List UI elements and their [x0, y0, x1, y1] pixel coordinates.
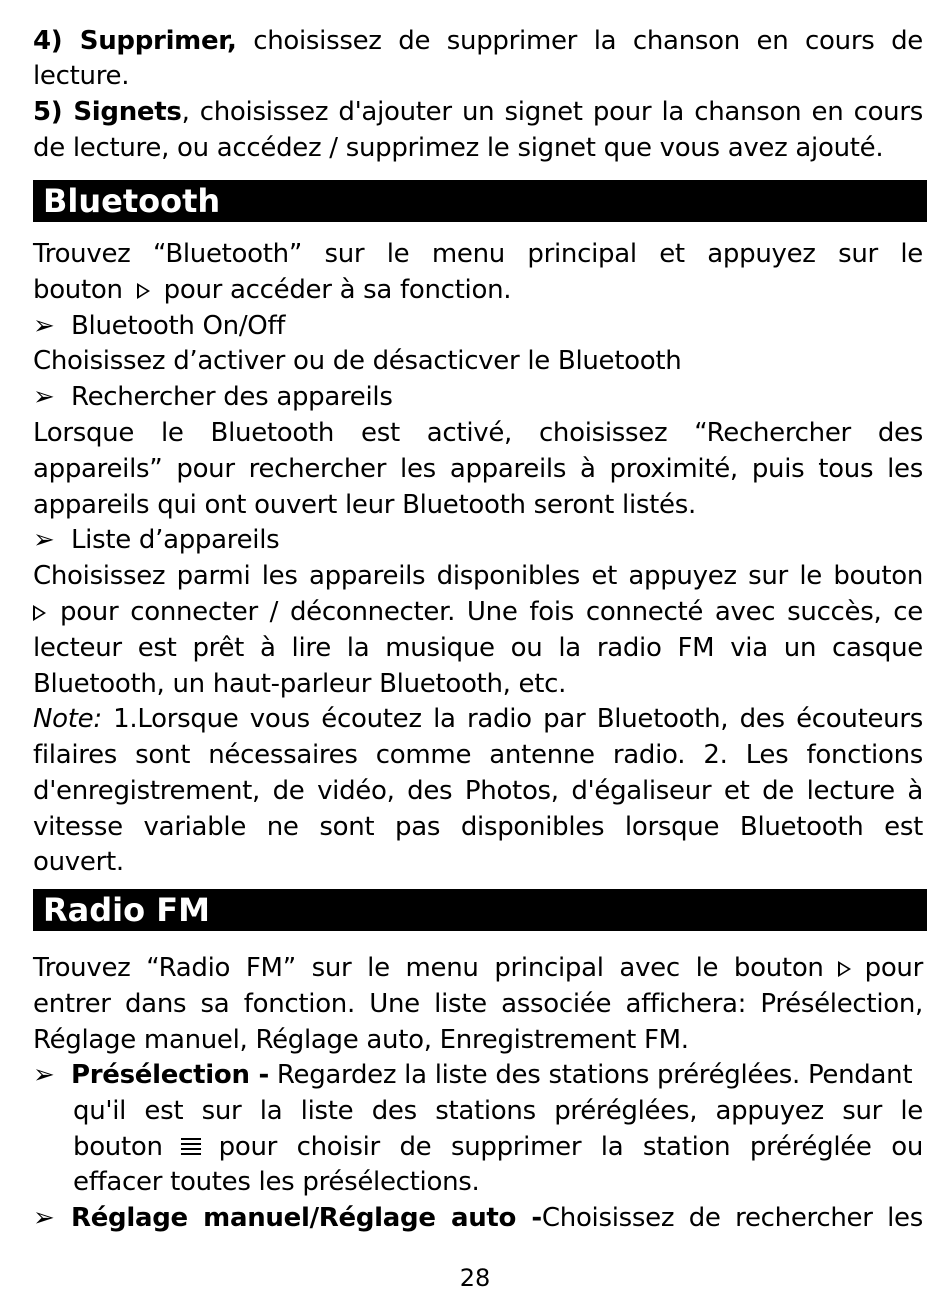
- text: 1.Lorsque vous écoutez la radio par Bluetooth, des écouteurs: [101, 704, 923, 734]
- bt-note-line-5: ouvert.: [33, 847, 124, 877]
- term-reglage: Réglage manuel/Réglage auto -: [71, 1203, 542, 1233]
- radio-bullet-preset-line-4: effacer toutes les présélections.: [73, 1167, 480, 1197]
- text: bouton: [33, 275, 123, 305]
- radio-bullet-preset-line-1: [33, 1058, 923, 1093]
- section-heading-radio: Radio FM: [33, 889, 927, 931]
- bt-search-line-1: Lorsque le Bluetooth est activé, choisissez “Rechercher des: [33, 418, 923, 448]
- text: Regardez la liste des stations préréglées. Pendant: [268, 1060, 913, 1090]
- bullet-arrow-icon: ➢: [33, 382, 55, 412]
- bullet-arrow-icon: ➢: [33, 1203, 55, 1233]
- radio-bullet-preset-line-2: qu'il est sur la liste des stations préréglées, appuyez sur le: [73, 1096, 923, 1126]
- text: pour choisir de supprimer la station préréglée ou: [218, 1132, 923, 1162]
- bt-onoff-text: Choisissez d’activer ou de désacticver le Bluetooth: [33, 346, 682, 376]
- note-label: Note:: [33, 704, 102, 734]
- bt-search-line-3: appareils qui ont ouvert leur Bluetooth seront listés.: [33, 490, 696, 520]
- intro-line-1: [33, 24, 923, 59]
- bt-search-line-2: appareils” pour rechercher les appareils à proximité, puis tous les: [33, 454, 923, 484]
- bt-devices-line-3: lecteur est prêt à lire la musique ou la radio FM via un casque: [33, 633, 923, 663]
- intro-text: , choisissez d'ajouter un signet pour la chanson en cours: [181, 97, 923, 127]
- radio-para-line-1: [33, 951, 923, 986]
- bt-devices-line-1: Choisissez parmi les appareils disponibles et appuyez sur le bouton: [33, 561, 923, 591]
- play-icon: [33, 605, 46, 621]
- page-number: 28: [459, 1264, 491, 1292]
- intro-line-3: [33, 95, 923, 130]
- radio-bullet-tuning: [33, 1201, 923, 1236]
- text: bouton: [73, 1132, 163, 1162]
- bullet-arrow-icon: ➢: [33, 525, 55, 555]
- bt-note-line-1: [33, 702, 923, 737]
- radio-para-line-3: Réglage manuel, Réglage auto, Enregistrement FM.: [33, 1025, 689, 1055]
- text: pour: [864, 953, 923, 983]
- text: Trouvez “Radio FM” sur le menu principal avec le bouton: [33, 953, 824, 983]
- bt-note-line-2: filaires sont nécessaires comme antenne radio. 2. Les fonctions: [33, 740, 923, 770]
- subheading-text: Bluetooth On/Off: [71, 311, 286, 341]
- bullet-arrow-icon: ➢: [33, 1060, 55, 1090]
- text: Choisissez de rechercher les: [541, 1203, 923, 1233]
- bt-subheading-search: [33, 380, 923, 415]
- bt-devices-line-2: [33, 595, 923, 630]
- bt-subheading-devices: [33, 523, 923, 558]
- text: pour accéder à sa fonction.: [163, 275, 512, 305]
- radio-para-line-2: entrer dans sa fonction. Une liste associée affichera: Présélection,: [33, 989, 923, 1019]
- subheading-text: Liste d’appareils: [71, 525, 280, 555]
- subheading-text: Rechercher des appareils: [71, 382, 393, 412]
- play-icon: [838, 961, 851, 977]
- bt-para-line-1: Trouvez “Bluetooth” sur le menu principal et appuyez sur le: [33, 239, 923, 269]
- term-preselection: Présélection -: [71, 1060, 269, 1090]
- radio-bullet-preset-line-3: [73, 1130, 923, 1165]
- bt-subheading-onoff: [33, 309, 923, 344]
- bt-para-line-2: [33, 273, 923, 308]
- bt-note-line-3: d'enregistrement, de vidéo, des Photos, d'égaliseur et de lecture à: [33, 776, 923, 806]
- section-heading-bluetooth: Bluetooth: [33, 180, 927, 222]
- term-supprimer: 4) Supprimer,: [33, 26, 237, 56]
- intro-line-4: de lecture, ou accédez / supprimez le signet que vous avez ajouté.: [33, 133, 884, 163]
- text: pour connecter / déconnecter. Une fois connecté avec succès, ce: [60, 597, 923, 627]
- bt-note-line-4: vitesse variable ne sont pas disponibles lorsque Bluetooth est: [33, 812, 923, 842]
- bullet-arrow-icon: ➢: [33, 311, 55, 341]
- term-signets: 5) Signets: [33, 97, 182, 127]
- bt-devices-line-4: Bluetooth, un haut-parleur Bluetooth, etc.: [33, 669, 567, 699]
- play-icon: [137, 283, 150, 299]
- intro-line-2: lecture.: [33, 61, 130, 91]
- intro-text: choisissez de supprimer la chanson en cours de: [236, 26, 923, 56]
- menu-icon: [181, 1138, 201, 1158]
